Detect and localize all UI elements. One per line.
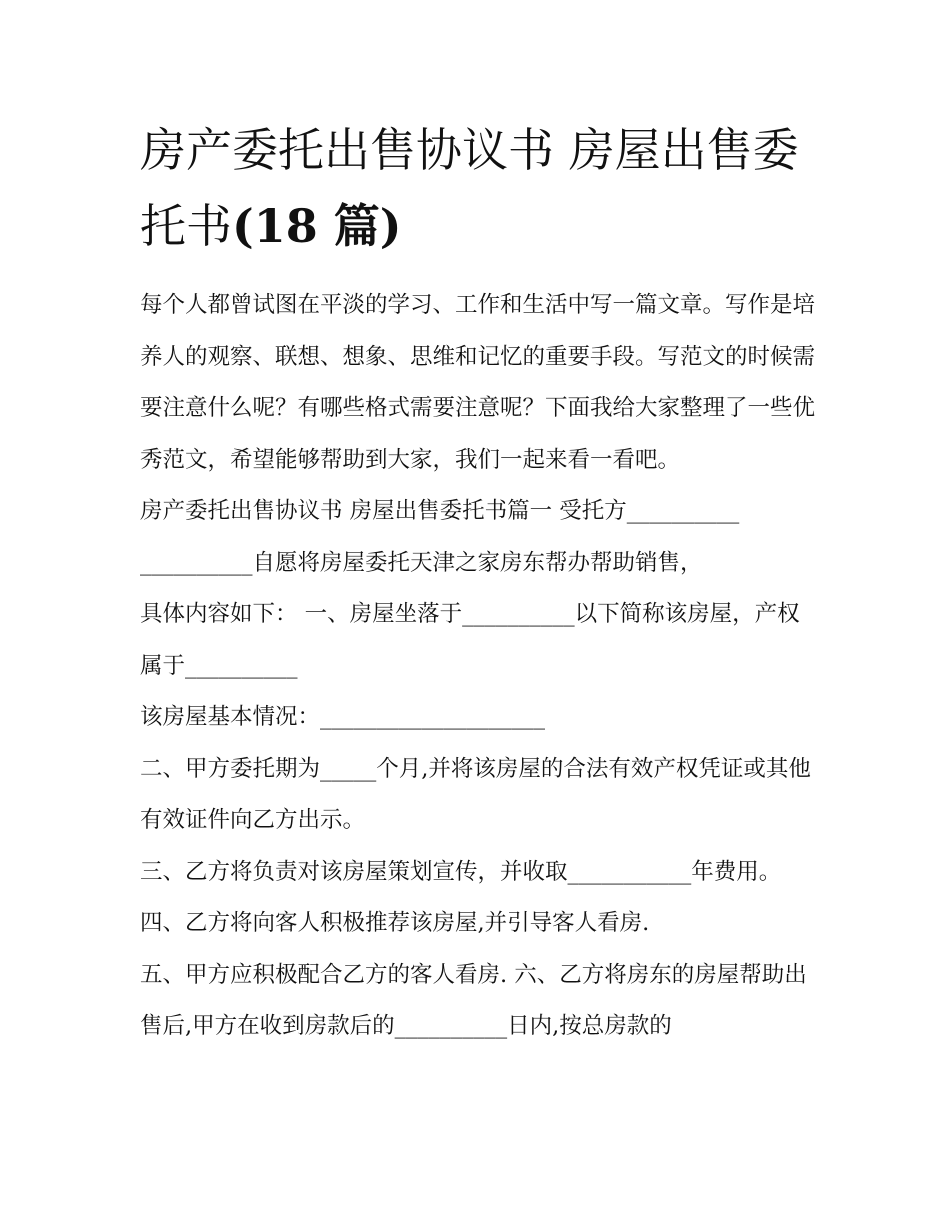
body-paragraph-voluntary: __________自愿将房屋委托天津之家房东帮办帮助销售， [140, 549, 703, 576]
title-main: 房产委托出售协议书 房屋出售委托书 [140, 123, 799, 253]
body-paragraph-basic-info: 该房屋基本情况：____________________ [140, 704, 546, 730]
body-paragraph-clause-3-4: 三、乙方将负责对该房屋策划宣传，并收取___________年费用。 四、乙方将向客人积极推荐该房屋,并引导客人看房. [140, 858, 789, 936]
body-paragraph-clause-5-6: 五、甲方应积极配合乙方的客人看房. 六、乙方将房东的房屋帮助出售后,甲方在收到房款后的__________日内,按总房款的 [140, 961, 807, 1039]
document-page [140, 112, 820, 1053]
intro-paragraph: 每个人都曾试图在平淡的学习、工作和生活中写一篇文章。写作是培养人的观察、联想、想象、思维和记忆的重要手段。写范文的时候需要注意什么呢？有哪些格式需要注意呢？下面我给大家整理了一些优秀范文，希望能够帮助到大家，我们一起来看一看吧。 [140, 292, 816, 473]
body-paragraph-trustee: 房产委托出售协议书 房屋出售委托书篇一 受托方__________ [140, 498, 740, 524]
document-title [140, 112, 820, 264]
body-paragraph-location: 具体内容如下： 一、房屋坐落于__________以下简称该房屋，产权属于__________ [140, 601, 800, 679]
title-count: (18 篇) [232, 199, 402, 253]
body-paragraph-clause-2: 二、甲方委托期为_____个月,并将该房屋的合法有效产权凭证或其他有效证件向乙方出示。 [140, 755, 811, 833]
